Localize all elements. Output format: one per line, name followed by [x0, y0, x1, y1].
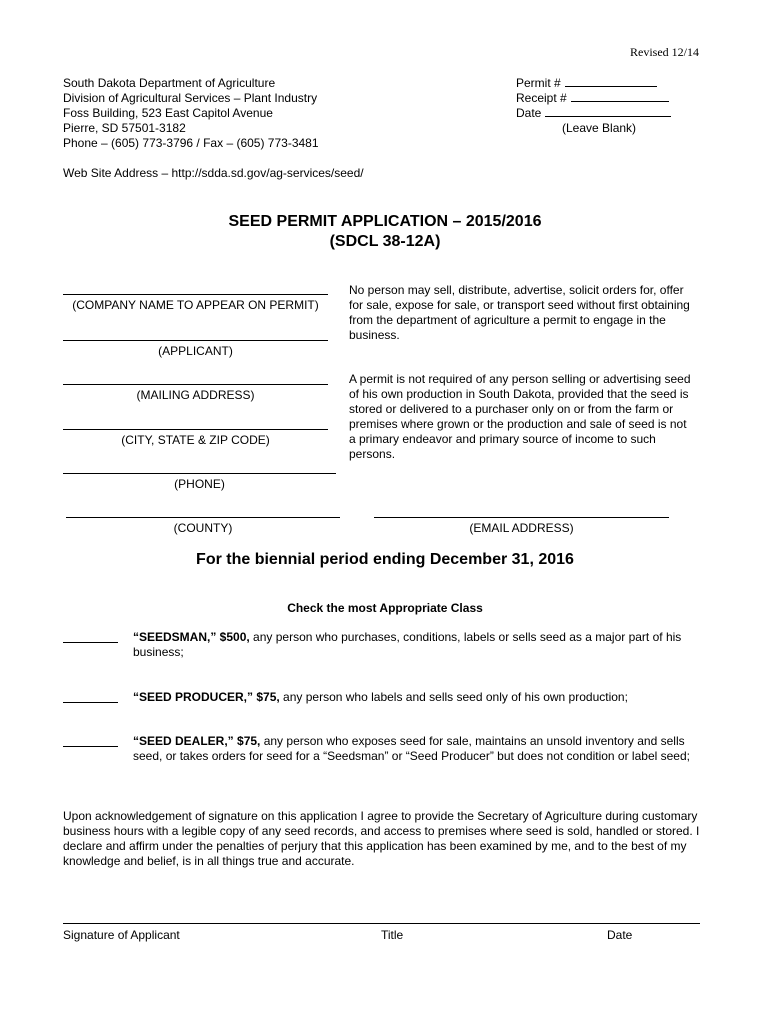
- class-option-seed-dealer[interactable]: [63, 734, 713, 782]
- address-line: Division of Agricultural Services – Plant Industry: [63, 91, 318, 105]
- acknowledgement-paragraph: Upon acknowledgement of signature on this application I agree to provide the Secretary of Agriculture during customary business hours with a legible copy of any seed records, and access to premises where seed is sold, handled or stored. I declare and affirm under the penalties of perjury that this application has been examined by me, and to the best of my knowledge and belief, is in all things true and accurate.: [63, 809, 700, 868]
- permit-exemption-note: A permit is not required of any person selling or advertising seed of his own production in South Dakota, provided that the seed is stored or delivered to a purchaser only on or from the farm or premises where grown or the production and sale of seed is not a primary endeavor and primary source of income to such persons.: [349, 372, 691, 461]
- address-line: Foss Building, 523 East Capitol Avenue: [63, 106, 273, 120]
- class-text: any person who purchases, conditions, labels or sells seed as a major part of his business;: [133, 630, 682, 659]
- class-text: any person who labels and sells seed only of his own production;: [279, 690, 628, 704]
- class-checkbox-blank[interactable]: [63, 746, 118, 747]
- mailing-address-label: (MAILING ADDRESS): [136, 388, 255, 402]
- receipt-label: Receipt #: [516, 91, 567, 105]
- website-address: Web Site Address – http://sdda.sd.gov/ag-services/seed/: [63, 166, 364, 180]
- class-name: “SEED PRODUCER,” $75,: [133, 690, 280, 704]
- signature-date-label: Date: [607, 928, 633, 942]
- signature-label: Signature of Applicant: [63, 928, 180, 942]
- email-label: (EMAIL ADDRESS): [469, 521, 574, 535]
- address-line: Phone – (605) 773-3796 / Fax – (605) 773-3481: [63, 136, 319, 150]
- class-option-seedsman[interactable]: [63, 630, 713, 664]
- class-name: “SEEDSMAN,” $500,: [133, 630, 250, 644]
- signature-line[interactable]: [63, 923, 700, 924]
- applicant-label: (APPLICANT): [158, 344, 233, 358]
- office-date-field[interactable]: [545, 106, 671, 117]
- revision-date: Revised 12/14: [630, 45, 699, 59]
- city-state-zip-label: (CITY, STATE & ZIP CODE): [121, 433, 270, 447]
- class-description: [133, 630, 708, 660]
- title-line: SEED PERMIT APPLICATION – 2015/2016: [228, 213, 542, 230]
- class-description: [133, 734, 708, 764]
- class-heading: Check the most Appropriate Class: [287, 601, 483, 615]
- permit-number-field[interactable]: [565, 76, 657, 87]
- title-label: Title: [381, 928, 404, 942]
- permit-label: Permit #: [516, 76, 561, 90]
- county-label: (COUNTY): [173, 521, 233, 535]
- address-line: Pierre, SD 57501-3182: [63, 121, 186, 135]
- biennial-period-heading: For the biennial period ending December 31, 2016: [196, 551, 574, 568]
- phone-label: (PHONE): [174, 477, 225, 491]
- agency-address: [63, 76, 319, 151]
- class-name: “SEED DEALER,” $75,: [133, 734, 261, 748]
- permit-requirement-note: No person may sell, distribute, advertise, solicit orders for, offer for sale, expose for sale, or transport seed without first obtaining from the department of agriculture a permit to engage in the business.: [349, 283, 690, 342]
- address-line: South Dakota Department of Agriculture: [63, 76, 276, 90]
- class-text: any person who exposes seed for sale, maintains an unsold inventory and sells seed, or takes orders for seed for a “Seedsman” or “Seed Producer” but does not condition or label seed;: [133, 734, 690, 763]
- company-name-label: (COMPANY NAME TO APPEAR ON PERMIT): [72, 298, 319, 312]
- leave-blank-note: (Leave Blank): [562, 121, 637, 135]
- class-option-seed-producer[interactable]: [63, 690, 713, 710]
- class-checkbox-blank[interactable]: [63, 642, 118, 643]
- receipt-number-field[interactable]: [571, 91, 669, 102]
- title-statute: (SDCL 38-12A): [329, 233, 441, 250]
- class-checkbox-blank[interactable]: [63, 702, 118, 703]
- office-use-block: [516, 76, 671, 136]
- page-title: [0, 212, 770, 252]
- date-label: Date: [516, 106, 542, 120]
- class-description: [133, 690, 708, 705]
